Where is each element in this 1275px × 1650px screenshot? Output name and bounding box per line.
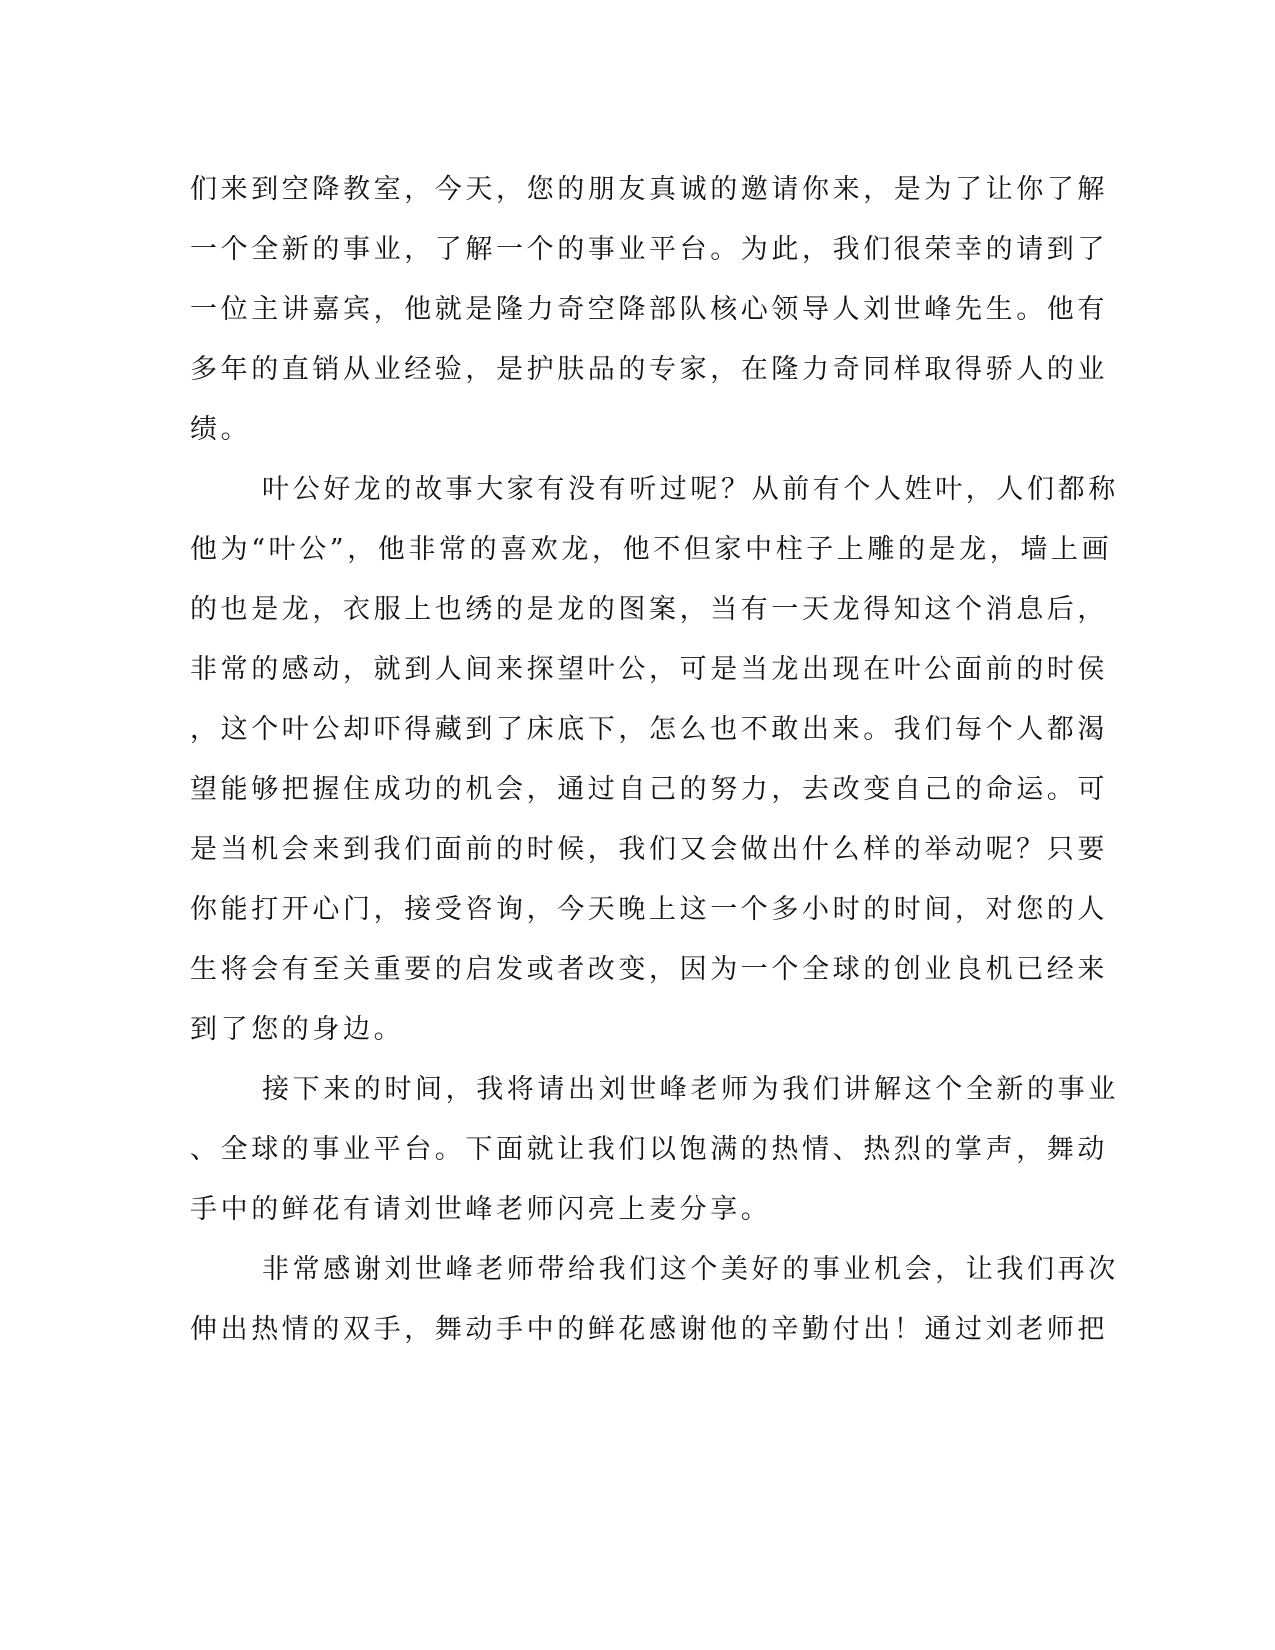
text-line: 手中的鲜花有请刘世峰老师闪亮上麦分享。 bbox=[190, 1194, 772, 1225]
text-line: ，这个叶公却吓得藏到了床底下，怎么也不敢出来。我们每个人都渴 bbox=[190, 714, 1108, 745]
text-line: 非常感谢刘世峰老师带给我们这个美好的事业机会，让我们再次 bbox=[262, 1254, 1119, 1285]
text-line: 多年的直销从业经验，是护肤品的专家，在隆力奇同样取得骄人的业 bbox=[190, 354, 1108, 385]
text-line: 生将会有至关重要的启发或者改变，因为一个全球的创业良机已经来 bbox=[190, 954, 1108, 985]
text-line: 是当机会来到我们面前的时候，我们又会做出什么样的举动呢？只要 bbox=[190, 834, 1108, 865]
paragraph-4 bbox=[190, 1240, 1119, 1360]
text-line: 绩。 bbox=[190, 414, 252, 445]
text-line: 到了您的身边。 bbox=[190, 1014, 405, 1045]
text-line: 们来到空降教室，今天，您的朋友真诚的邀请你来，是为了让你了解 bbox=[190, 174, 1108, 205]
document-body bbox=[190, 160, 1119, 1360]
text-line: 一位主讲嘉宾，他就是隆力奇空降部队核心领导人刘世峰先生。他有 bbox=[190, 294, 1108, 325]
paragraph-3 bbox=[190, 1060, 1119, 1240]
text-line: 接下来的时间，我将请出刘世峰老师为我们讲解这个全新的事业 bbox=[262, 1074, 1119, 1105]
text-line: 非常的感动，就到人间来探望叶公，可是当龙出现在叶公面前的时侯 bbox=[190, 654, 1108, 685]
paragraph-1 bbox=[190, 160, 1108, 460]
text-line: 他为“叶公”，他非常的喜欢龙，他不但家中柱子上雕的是龙，墙上画 bbox=[190, 534, 1113, 565]
text-line: 叶公好龙的故事大家有没有听过呢？从前有个人姓叶，人们都称 bbox=[262, 474, 1119, 505]
text-line: 一个全新的事业，了解一个的事业平台。为此，我们很荣幸的请到了 bbox=[190, 234, 1108, 265]
paragraph-2 bbox=[190, 460, 1119, 1060]
text-line: 伸出热情的双手，舞动手中的鲜花感谢他的辛勤付出！通过刘老师把 bbox=[190, 1314, 1108, 1345]
text-line: 的也是龙，衣服上也绣的是龙的图案，当有一天龙得知这个消息后， bbox=[190, 594, 1108, 625]
text-line: 你能打开心门，接受咨询，今天晚上这一个多小时的时间，对您的人 bbox=[190, 894, 1108, 925]
text-line: 、全球的事业平台。下面就让我们以饱满的热情、热烈的掌声，舞动 bbox=[190, 1134, 1108, 1165]
text-line: 望能够把握住成功的机会，通过自己的努力，去改变自己的命运。可 bbox=[190, 774, 1108, 805]
